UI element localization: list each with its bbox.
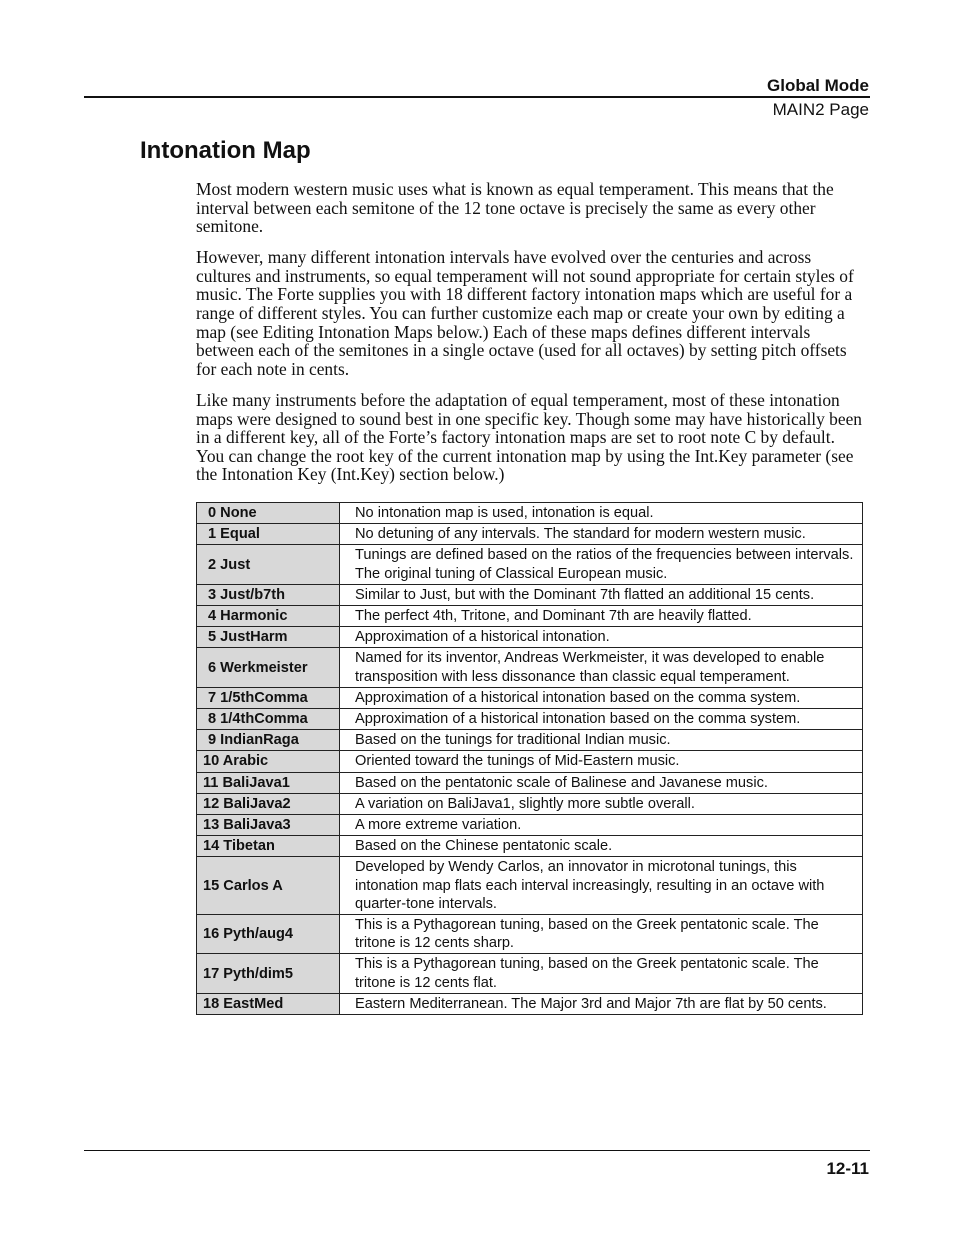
chapter-title: Global Mode <box>767 76 869 95</box>
table-row <box>197 954 863 993</box>
map-description: Tunings are defined based on the ratios of the frequencies between intervals. The original tuning of Classical European music. <box>340 545 863 584</box>
map-name: 17 Pyth/dim5 <box>197 954 340 993</box>
table-row <box>197 993 863 1014</box>
map-description: Approximation of a historical intonation. <box>340 627 863 648</box>
map-description: A variation on BaliJava1, slightly more subtle overall. <box>340 793 863 814</box>
map-description: This is a Pythagorean tuning, based on the Greek pentatonic scale. The tritone is 12 cents flat. <box>340 954 863 993</box>
footer-rule <box>84 1150 870 1151</box>
map-name: 7 1/5thComma <box>197 687 340 708</box>
table-row <box>197 545 863 584</box>
running-header <box>767 75 869 123</box>
map-description: No detuning of any intervals. The standard for modern western music. <box>340 524 863 545</box>
intonation-map-table <box>196 502 863 1015</box>
map-name: 10 Arabic <box>197 751 340 772</box>
table-row <box>197 524 863 545</box>
table-row <box>197 815 863 836</box>
map-name: 2 Just <box>197 545 340 584</box>
map-name: 8 1/4thComma <box>197 709 340 730</box>
paragraph: Most modern western music uses what is known as equal temperament. This means that the interval between each semitone of the 12 tone octave is precisely the same as every other semitone. <box>196 179 834 237</box>
page-number: 12-11 <box>826 1159 869 1178</box>
map-name: 4 Harmonic <box>197 606 340 627</box>
table-row <box>197 584 863 605</box>
map-description: This is a Pythagorean tuning, based on the Greek pentatonic scale. The tritone is 12 cents sharp. <box>340 915 863 954</box>
map-name: 1 Equal <box>197 524 340 545</box>
map-description: Developed by Wendy Carlos, an innovator in microtonal tunings, this intonation map flats each interval increasingly, resulting in an octave with quarter-tone intervals. <box>340 857 863 915</box>
section-title: Intonation Map <box>140 137 311 164</box>
map-name: 0 None <box>197 503 340 524</box>
map-description: Similar to Just, but with the Dominant 7th flatted an additional 15 cents. <box>340 584 863 605</box>
map-name: 9 IndianRaga <box>197 730 340 751</box>
map-description: Approximation of a historical intonation based on the comma system. <box>340 687 863 708</box>
map-description: Oriented toward the tunings of Mid-Eastern music. <box>340 751 863 772</box>
table-row <box>197 751 863 772</box>
map-name: 11 BaliJava1 <box>197 772 340 793</box>
table-row <box>197 857 863 915</box>
map-description: Named for its inventor, Andreas Werkmeister, it was developed to enable transposition with less dissonance than classic equal temperament. <box>340 648 863 687</box>
table-row <box>197 687 863 708</box>
map-name: 3 Just/b7th <box>197 584 340 605</box>
table-row <box>197 627 863 648</box>
map-description: The perfect 4th, Tritone, and Dominant 7th are heavily flatted. <box>340 606 863 627</box>
paragraph: Like many instruments before the adaptation of equal temperament, most of these intonation maps were designed to sound best in one specific key. Though some may have historically been in a different key, all of the Forte’s factory intonation maps are set to root note C by default. You can change the root key of the current intonation map by using the Int.Key parameter (see the Intonation Key (Int.Key) section below.) <box>196 389 862 485</box>
map-name: 18 EastMed <box>197 993 340 1014</box>
paragraph: However, many different intonation intervals have evolved over the centuries and across cultures and instruments, so equal temperament will not sound appropriate for certain styles of music. The Forte supplies you with 18 different factory intonation maps which are useful for a range of different styles. You can further customize each map or create your own by editing a map (see Editing Intonation Maps below.) Each of these maps defines different intervals between each of the semitones in a single octave (used for all octaves) by setting pitch offsets for each note in cents. <box>196 247 854 379</box>
table-row <box>197 606 863 627</box>
map-description: Based on the pentatonic scale of Balinese and Javanese music. <box>340 772 863 793</box>
map-description: Approximation of a historical intonation based on the comma system. <box>340 709 863 730</box>
map-name: 5 JustHarm <box>197 627 340 648</box>
header-rule <box>84 96 870 98</box>
map-description: No intonation map is used, intonation is equal. <box>340 503 863 524</box>
map-description: A more extreme variation. <box>340 815 863 836</box>
map-description: Eastern Mediterranean. The Major 3rd and Major 7th are flat by 50 cents. <box>340 993 863 1014</box>
page-subtitle: MAIN2 Page <box>772 100 869 119</box>
map-name: 6 Werkmeister <box>197 648 340 687</box>
table-row <box>197 915 863 954</box>
table-row <box>197 730 863 751</box>
table-row <box>197 793 863 814</box>
table-row <box>197 772 863 793</box>
table-row <box>197 648 863 687</box>
table-row <box>197 836 863 857</box>
body-text <box>196 180 864 496</box>
map-name: 14 Tibetan <box>197 836 340 857</box>
map-name: 12 BaliJava2 <box>197 793 340 814</box>
table-row <box>197 503 863 524</box>
map-name: 13 BaliJava3 <box>197 815 340 836</box>
map-name: 15 Carlos A <box>197 857 340 915</box>
map-name: 16 Pyth/aug4 <box>197 915 340 954</box>
map-description: Based on the Chinese pentatonic scale. <box>340 836 863 857</box>
map-description: Based on the tunings for traditional Indian music. <box>340 730 863 751</box>
table-row <box>197 709 863 730</box>
